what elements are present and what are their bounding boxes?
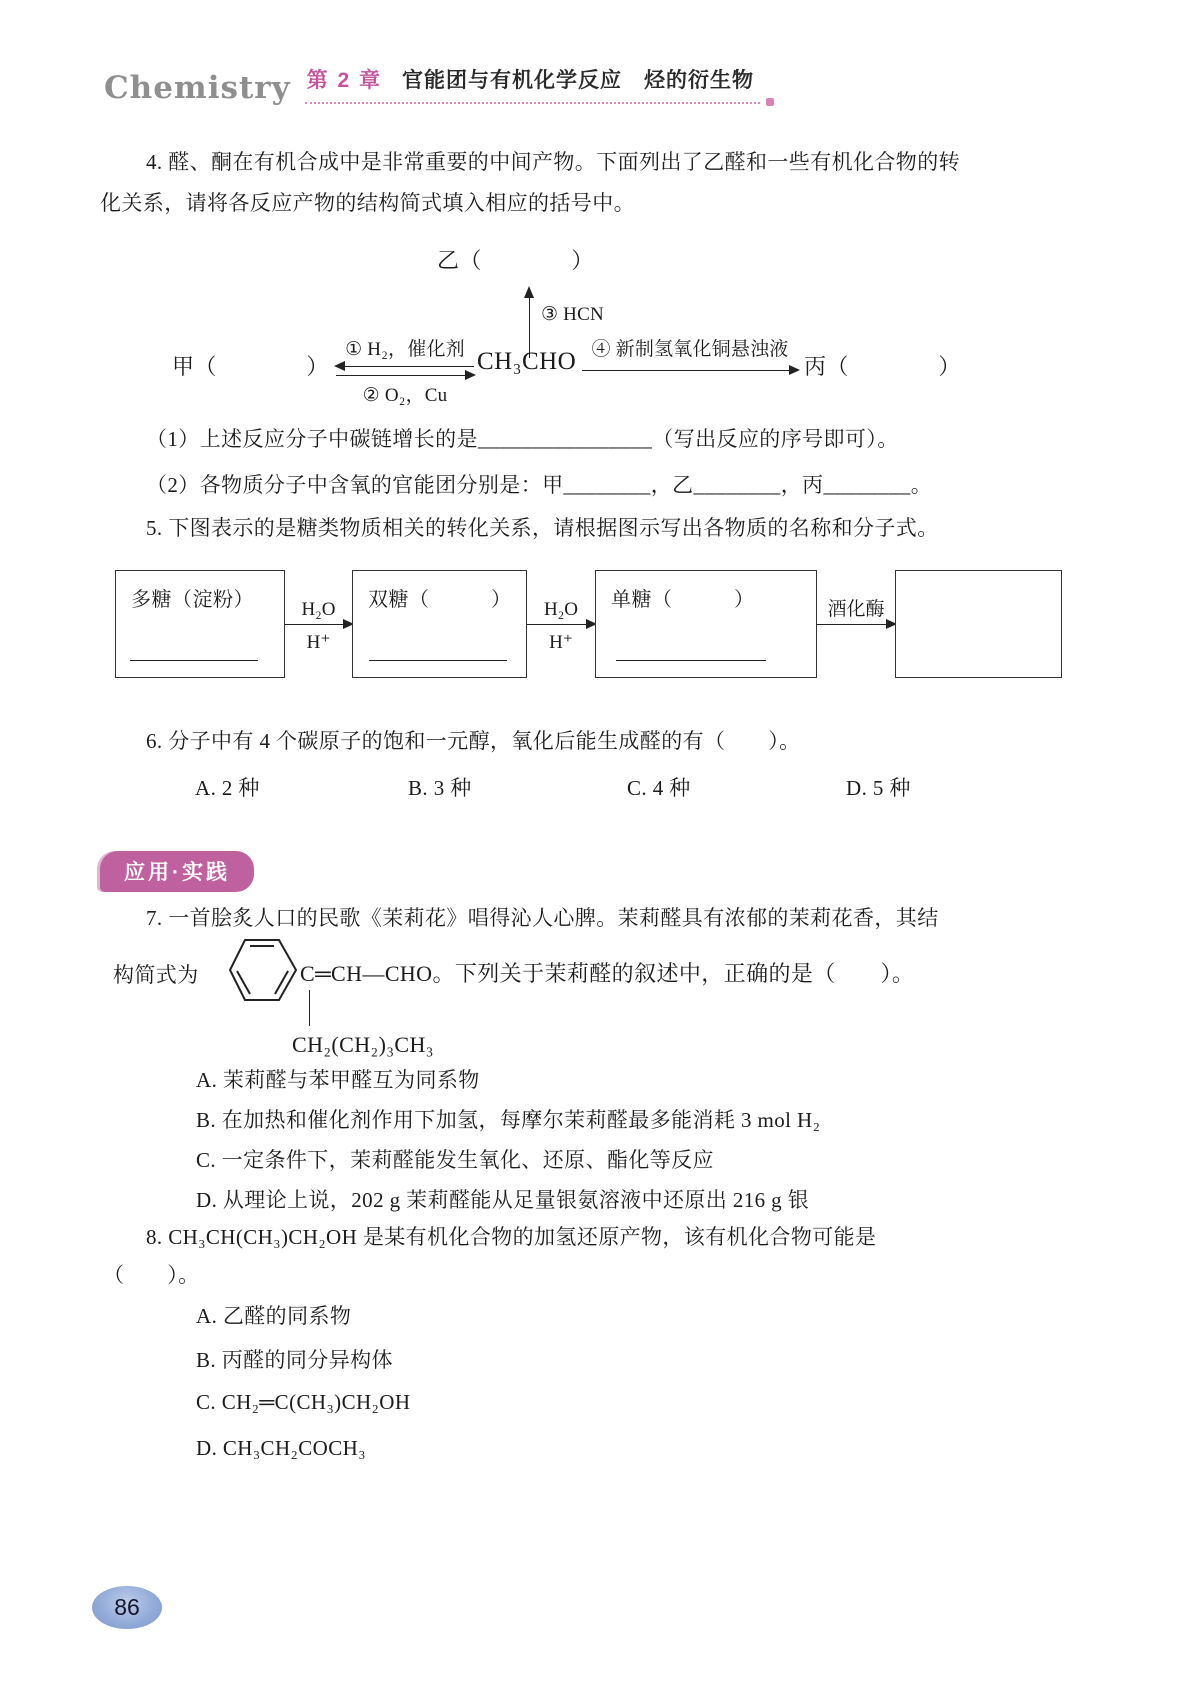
page-number: 86 <box>114 1594 140 1620</box>
reaction-product-yi: 乙（ ） <box>437 248 594 273</box>
bond-line <box>309 990 310 1026</box>
arrowhead-up-icon <box>524 286 534 298</box>
flow-arrow-1 <box>285 570 352 678</box>
question-4-2: （2）各物质分子中含氧的官能团分别是：甲________，乙________，丙________。 <box>146 473 933 497</box>
flow-box-product-empty <box>895 570 1062 678</box>
q7-option-b: B. 在加热和催化剂作用下加氢，每摩尔茉莉醛最多能消耗 3 mol H₂ <box>196 1108 821 1132</box>
chapter-title: 官能团与有机化学反应 烃的衍生物 <box>402 69 754 92</box>
reaction-center-formula: CH₃CHO <box>477 348 577 375</box>
chapter-header <box>305 64 760 104</box>
flow-arrow-line <box>285 624 352 625</box>
q6-option-c: C. 4 种 <box>627 776 691 800</box>
chapter-number-badge: 第 2 章 <box>306 69 382 92</box>
question-8-line1: 8. CH₃CH(CH₃)CH₂OH 是某有机化合物的加氢还原产物，该有机化合物可能是 <box>146 1225 877 1249</box>
reaction-step4-label: ④ 新制氢氧化铜悬浊液 <box>591 339 789 360</box>
reaction-step3-label: ③ HCN <box>541 304 604 325</box>
q7-option-d: D. 从理论上说，202 g 茉莉醛能从足量银氨溶液中还原出 216 g 银 <box>196 1188 810 1212</box>
q6-option-a: A. 2 种 <box>195 776 260 800</box>
question-7-line1: 7. 一首脍炙人口的民歌《茉莉花》唱得沁人心脾。茉莉醛具有浓郁的茉莉花香，其结 <box>146 906 939 930</box>
flow-arrow-1-bottom-label: H⁺ <box>306 632 331 653</box>
flow-box-label: 多糖（淀粉） <box>131 589 254 611</box>
question-5-text: 5. 下图表示的是糖类物质相关的转化关系，请根据图示写出各物质的名称和分子式。 <box>146 516 939 540</box>
flow-box-disaccharide <box>352 570 527 678</box>
arrowhead-right-icon <box>465 370 476 380</box>
question-7-side-chain: CH₂(CH₂)₃CH₃ <box>292 1032 434 1057</box>
question-6-text: 6. 分子中有 4 个碳原子的饱和一元醇，氧化后能生成醛的有（ ）。 <box>146 729 801 753</box>
answer-blank <box>616 660 766 661</box>
q8-option-b: B. 丙醛的同分异构体 <box>196 1348 393 1372</box>
equilibrium-top-arrow <box>336 366 474 367</box>
equilibrium-arrows <box>336 334 474 407</box>
question-4-text: 4. 醛、酮在有机合成中是非常重要的中间产物。下面列出了乙醛和一些有机化合物的转化关系，请将各反应产物的结构简式填入相应的括号中。 <box>100 150 960 215</box>
flow-arrow-2 <box>527 570 595 678</box>
question-4-1: （1）上述反应分子中碳链增长的是________________（写出反应的序号即可）。 <box>146 427 899 451</box>
flow-arrow-3-top-label: 酒化酶 <box>827 599 885 620</box>
arrowhead-right-icon <box>789 365 800 375</box>
benzene-ring-icon <box>228 932 298 1008</box>
flow-box-monosaccharide <box>595 570 817 678</box>
reaction-step2-label: ② O₂，Cu <box>362 385 448 406</box>
section-badge-application-practice: 应用·实践 <box>100 851 254 892</box>
reaction-step1-label: ① H₂，催化剂 <box>345 339 465 360</box>
q6-option-b: B. 3 种 <box>408 776 472 800</box>
flow-box-label: 双糖（ ） <box>368 589 512 611</box>
answer-blank <box>130 660 258 661</box>
question-7-formula: C═CH—CHO。下列关于茉莉醛的叙述中，正确的是（ ）。 <box>300 961 915 986</box>
right-arrow-block <box>582 334 798 371</box>
flow-arrow-2-top-label: H₂O <box>543 599 579 620</box>
flow-arrow-3 <box>817 570 895 678</box>
reaction-reactant-jia: 甲（ ） <box>172 354 329 379</box>
header-end-dot-icon <box>766 98 774 106</box>
flow-arrow-line <box>817 624 895 625</box>
q7-option-c: C. 一定条件下，茉莉醛能发生氧化、还原、酯化等反应 <box>196 1148 714 1172</box>
answer-blank <box>369 660 507 661</box>
page-header <box>104 64 760 104</box>
flow-box-polysaccharide <box>115 570 285 678</box>
flow-arrow-line <box>527 624 595 625</box>
equilibrium-bottom-arrow <box>336 375 474 376</box>
q7-option-a: A. 茉莉醛与苯甲醛互为同系物 <box>196 1068 480 1092</box>
page-number-badge <box>92 1586 162 1629</box>
question-8-line2: （ ）。 <box>103 1263 200 1287</box>
flow-box-label: 单糖（ ） <box>611 589 755 611</box>
arrowhead-left-icon <box>334 361 345 371</box>
question-7-pre-structure: 构简式为 <box>113 963 199 987</box>
q6-option-d: D. 5 种 <box>846 776 911 800</box>
brand-logo: Chemistry <box>104 70 291 106</box>
q8-option-a: A. 乙醛的同系物 <box>196 1304 352 1328</box>
right-arrow <box>582 370 798 371</box>
reaction-product-bing: 丙（ ） <box>804 354 961 379</box>
q8-option-c: C. CH₂═C(CH₃)CH₂OH <box>196 1390 411 1414</box>
flow-arrow-1-top-label: H₂O <box>301 599 336 620</box>
flow-arrow-2-bottom-label: H⁺ <box>549 632 573 653</box>
q8-option-d: D. CH₃CH₂COCH₃ <box>196 1436 366 1460</box>
